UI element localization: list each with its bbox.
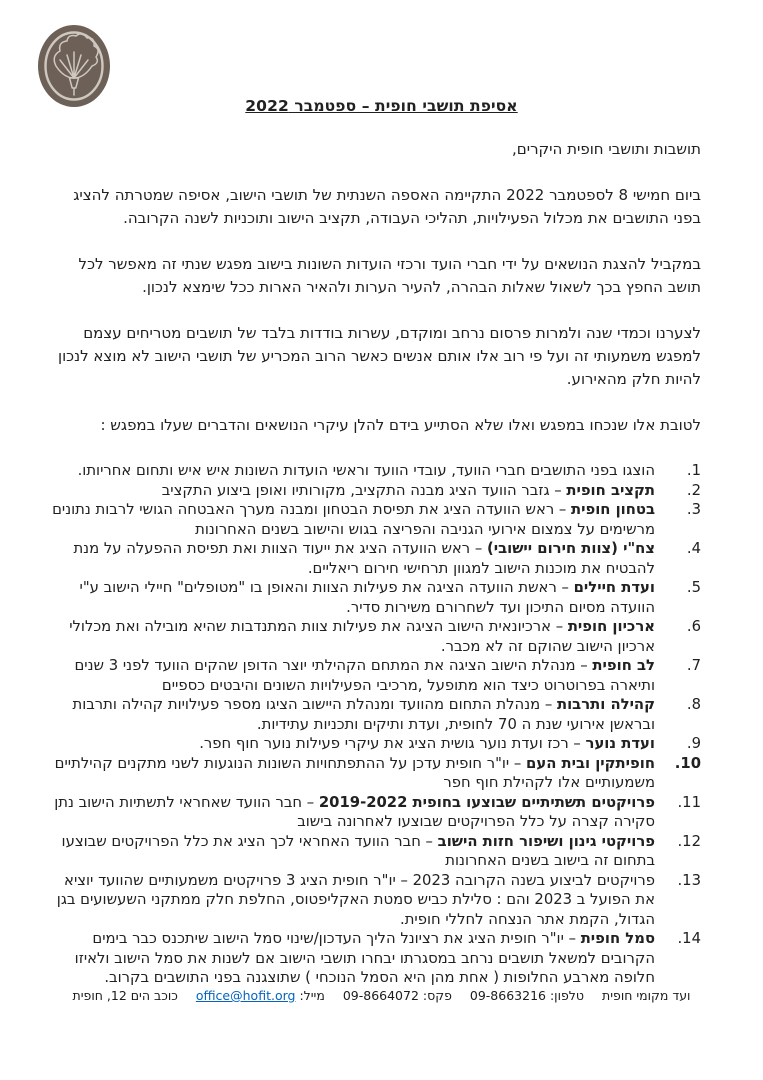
list-intro-line: לטובת אלו שנכחו במפגש ואלו שלא הסתייע בידם להלן עיקרי הנושאים והדברים שעלו במפגש : (100, 416, 701, 434)
list-item (52, 461, 701, 481)
footer-phone: טלפון: 09-8663216 (469, 988, 585, 1003)
email-link[interactable]: office@hofit.org (195, 988, 296, 1003)
list-item (52, 734, 701, 754)
footer-fax: פקס: 09-8664072 (342, 988, 452, 1003)
intro-paragraph-3: לצערנו וכמדי שנה ולמרות פרסום נרחב ומוקדם, עשרות בודדות בלבד של תושבים מטריחים עצמם למפגש משמעותי זה ועל פי רוב אלו אותם אנשים כאשר הרוב המכריע של תושבי הישוב לא מוצא לנכון להיות חלק מהאירוע. (57, 324, 701, 388)
list-item (52, 656, 701, 695)
footer-org: ועד מקומי חופית (602, 988, 691, 1003)
item-text: – גזבר הוועד הציג מבנה התקציב, מקורותיו ואופן ביצוע התקציב (161, 481, 567, 499)
letter-body (52, 138, 701, 988)
topics-list (52, 461, 701, 988)
fax-number: 09-8664072 (342, 988, 419, 1003)
list-item (52, 578, 701, 617)
item-number: 12. (677, 832, 701, 850)
list-item (52, 793, 701, 832)
item-lead: לב חופית (592, 657, 655, 674)
item-number: 9. (686, 735, 701, 752)
item-number: 14. (677, 930, 701, 947)
item-text: – רכז ועדת נוער גושית הציג את עיקרי פעילות נוער חוף חפר. (199, 735, 586, 752)
item-lead: בטחון חופית (571, 501, 655, 518)
item-lead: תקציב חופית (566, 481, 655, 499)
list-item (52, 481, 701, 501)
list-item (52, 617, 701, 656)
item-lead: סמל חופית (580, 930, 655, 947)
item-text: – מנהלת התחום מהוועד ומנהלת היישוב הציגו מספר פעילויות קהילה ותרבות ובראשן אירועי שנת ה 70 לחופית, ועדת ותיקים ותכניות עתידיות. (72, 696, 655, 733)
item-number: 3. (686, 501, 701, 518)
greeting-line: תושבות ותושבי חופית היקרים, (512, 140, 701, 158)
list-item (52, 929, 701, 988)
item-number: 7. (686, 657, 701, 674)
flower-logo-icon (38, 25, 110, 107)
list-item (52, 500, 701, 539)
item-lead: ועדת נוער (585, 735, 655, 752)
item-number: 10. (674, 754, 701, 772)
item-lead: ארכיון חופית (567, 618, 655, 635)
item-number: 11. (677, 793, 701, 811)
item-text: הוצגו בפני התושבים חברי הוועד, עובדי הוועד וראשי הועדות השונות איש איש ותחום אחריותו. (77, 462, 655, 479)
item-number: 1. (686, 462, 701, 479)
footer-contact-line (0, 988, 763, 1003)
list-item (52, 539, 701, 578)
item-text: – יו"ר חופית הציג את רציונל הליך העדכון/שינוי סמל הישוב שיתכנס כבר בימים הקרובים למשאל תושבים נרחב במסגרתו יבחרו תושבי הישוב אם לשנות את סמל הישוב ולאיזו חלופה מארבע החלופות ( אחת מהן היא הסמל הנוכחי ) שתוצגנה בפני התושבים בקרוב. (74, 930, 655, 986)
item-text: פרויקטים לביצוע בשנה הקרובה 2023 – יו"ר חופית הציג 3 פרויקטים משמעותיים שהוועד יוציא את הפועל ב 2023 והם : סלילת כביש סמטת האקליפטוס, החלפת חלק ממתקני השעשועים בגן הגדול, הקמת אתר הנצחה לחללי חופית. (56, 871, 655, 928)
item-number: 2. (686, 481, 701, 499)
footer-email: מייל: office@hofit.org (195, 988, 325, 1003)
item-text: – ארכיונאית הישוב הציגה את פעילות צוות המתנדבות שהיא מובילה ואת מכלולי ארכיון הישוב שהוקם זה לא מכבר. (69, 618, 655, 655)
item-lead: צח"י (צוות חירום יישובי) (486, 540, 655, 557)
item-number: 5. (686, 579, 701, 596)
item-number: 8. (686, 696, 701, 713)
intro-paragraph-2: במקביל להצגת הנושאים על ידי חברי הועד ורכזי הועדות השונות בישוב מפגש שנתי זה מאפשר לכל תושב החפץ בכך לשאול שאלות הבהרה, להעיר הערות ולהאיר הארות ככל שימצא לנכון. (78, 255, 701, 296)
phone-number: 09-8663216 (469, 988, 546, 1003)
list-item (52, 754, 701, 793)
list-item (52, 832, 701, 871)
item-number: 4. (686, 540, 701, 557)
item-text: – חבר הוועד האחראי לכך הציג את כלל הפרויקטים שבוצעו בתחום זה בישוב בשנים האחרונות (61, 832, 655, 869)
item-text: – חבר הוועד שאחראי לתשתיות הישוב נתן סקירה קצרה על כלל הפרויקטים שבוצעו לאחרונה בישוב (54, 793, 655, 830)
footer-address: כוכב הים 12, חופית (72, 988, 178, 1003)
item-lead: פרויקטים תשתיתיים שבוצעו בחופית 2019-2022 (318, 793, 655, 811)
page-title: אסיפת תושבי חופית – ספטמבר 2022 (245, 97, 518, 115)
item-lead: פרויקטי גינון ושיפור חזות הישוב (437, 832, 655, 850)
list-item (52, 695, 701, 734)
item-text: – ראש הוועדה הציג את ייעוד הצוות ואת תפיסת ההפעלה על מנת להבטיח את מוכנות הישוב למגוון תרחישי חירום ריאליים. (73, 540, 655, 577)
item-text: – ראשת הוועדה הציגה את פעילות הצוות והאופן בו "מטופלים" חיילי הישוב ע"י הוועדה מסיום התיכון ועד לשחרורם משירות סדיר. (79, 579, 655, 616)
item-lead: קהילה ותרבות (557, 696, 655, 713)
list-item (52, 871, 701, 930)
item-lead: חופיתקין ובית העם (526, 754, 655, 772)
item-text: – מנהלת הישוב הציגה את המתחם הקהילתי יוצר הדופן שהקים הוועד לפני 3 שנים ותיארה בפרוטרוט כיצד הוא מתופעל ,מרכיבי הפעילויות השונים והיבטים כספיים (74, 657, 655, 694)
intro-paragraph-1: ביום חמישי 8 לספטמבר 2022 התקיימה האספה השנתית של תושבי הישוב, אסיפה שמטרתה להציג בפני התושבים את מכלול הפעילויות, תהליכי העבודה, תקציב הישוב ותוכניות לשנה הקרובה. (73, 186, 701, 227)
item-lead: ועדת חיילים (573, 579, 655, 596)
hofit-logo (38, 25, 110, 107)
item-text: – ראש הוועדה הציג את תפיסת הבטחון ומבנה מערך האבטחה הגושי לרבות נתונים מרשימים על צמצום אירועי הגניבה והפריצה בגוש והישוב בשנים האחרונות (52, 501, 655, 538)
item-text: – יו"ר חופית עדכן על ההתפתחויות השונות הנוגעות לשני מתקנים קהילתיים משמעותיים אלו לקהילת חוף חפר (54, 754, 655, 791)
item-number: 13. (677, 871, 701, 889)
item-number: 6. (686, 618, 701, 635)
